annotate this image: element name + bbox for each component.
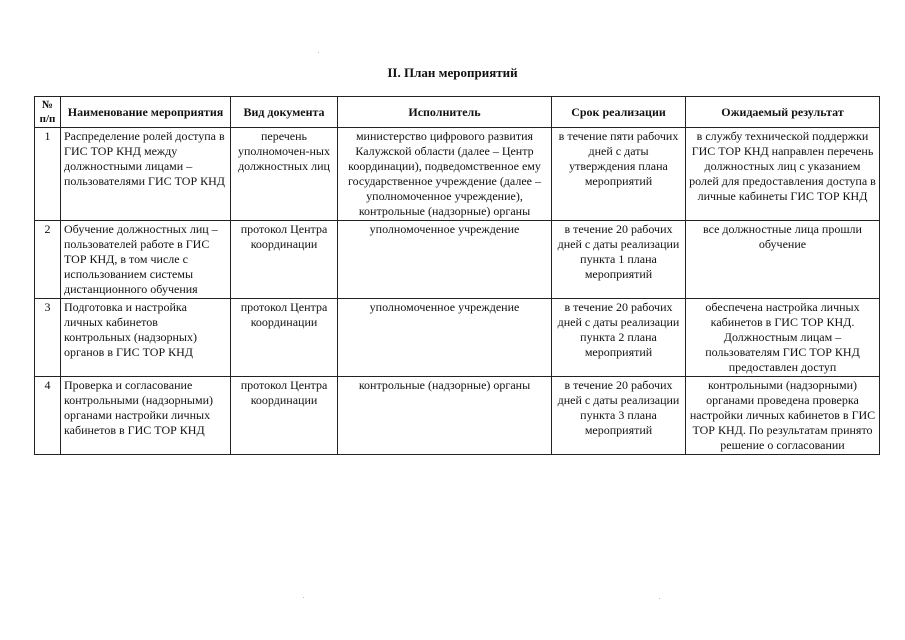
row-term: в течение 20 рабочих дней с даты реализации пункта 1 плана мероприятий [552,221,686,299]
header-term: Срок реализации [552,97,686,128]
row-exec: министерство цифрового развития Калужской области (далее – Центр координации), подведомственное ему государственное учреждение (далее – уполномоченное учреждение), контрольные (надзорные) органы [338,128,552,221]
row-doc: перечень уполномочен-ных должностных лиц [231,128,338,221]
table-row [35,299,880,377]
row-result: все должностные лица прошли обучение [686,221,880,299]
row-term: в течение 20 рабочих дней с даты реализации пункта 3 плана мероприятий [552,377,686,455]
row-term: в течение пяти рабочих дней с даты утверждения плана мероприятий [552,128,686,221]
row-num: 2 [35,221,61,299]
row-result: контрольными (надзорными) органами проведена проверка настройки личных кабинетов в ГИС ТОР КНД. По результатам принято решение о согласовании [686,377,880,455]
page-title: II. План мероприятий [387,65,518,80]
row-name: Распределение ролей доступа в ГИС ТОР КНД между должностными лицами – пользователями ГИС ТОР КНД [61,128,231,221]
row-num: 4 [35,377,61,455]
scan-speck [659,598,660,599]
table-row [35,377,880,455]
table-row [35,221,880,299]
row-name: Проверка и согласование контрольными (надзорными) органами настройки личных кабинетов в ГИС ТОР КНД [61,377,231,455]
row-term: в течение 20 рабочих дней с даты реализации пункта 2 плана мероприятий [552,299,686,377]
row-exec: уполномоченное учреждение [338,299,552,377]
scan-speck [318,52,319,53]
header-num: № п/п [35,97,61,128]
table-row [35,128,880,221]
row-name: Обучение должностных лиц – пользователей работе в ГИС ТОР КНД, в том числе с использованием системы дистанционного обучения [61,221,231,299]
row-num: 3 [35,299,61,377]
header-name: Наименование мероприятия [61,97,231,128]
row-doc: протокол Центра координации [231,299,338,377]
plan-table [34,96,880,455]
header-doc: Вид документа [231,97,338,128]
row-result: в службу технической поддержки ГИС ТОР КНД направлен перечень должностных лиц с указанием ролей для предоставления доступа в личные кабинеты ГИС ТОР КНД [686,128,880,221]
row-exec: уполномоченное учреждение [338,221,552,299]
header-exec: Исполнитель [338,97,552,128]
header-row [35,97,880,128]
header-result: Ожидаемый результат [686,97,880,128]
row-doc: протокол Центра координации [231,221,338,299]
row-exec: контрольные (надзорные) органы [338,377,552,455]
scan-speck [303,597,304,598]
row-name: Подготовка и настройка личных кабинетов контрольных (надзорных) органов в ГИС ТОР КНД [61,299,231,377]
row-result: обеспечена настройка личных кабинетов в ГИС ТОР КНД. Должностным лицам – пользователям ГИС ТОР КНД предоставлен доступ [686,299,880,377]
row-num: 1 [35,128,61,221]
row-doc: протокол Центра координации [231,377,338,455]
